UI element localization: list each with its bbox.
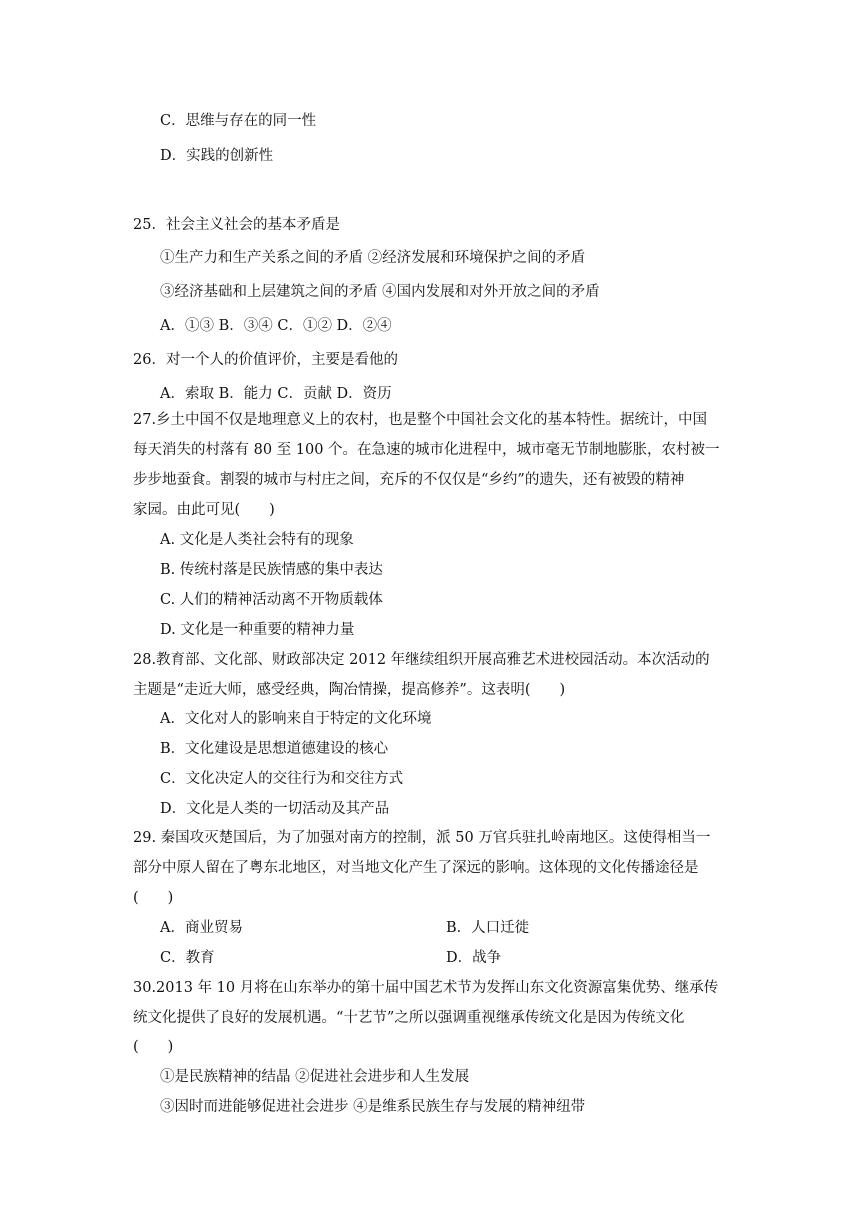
question-30-stem-line-1: 30.2013 年 10 月将在山东举办的第十届中国艺术节为发挥山东文化资源富集优势、继承传 — [133, 980, 719, 996]
question-28-stem-line-1: 28.教育部、文化部、财政部决定 2012 年继续组织开展高雅艺术进校园活动。本次活动的 — [133, 652, 710, 668]
question-26-options: A．索取 B．能力 C．贡献 D．资历 — [160, 386, 392, 402]
question-27-option-b: B. 传统村落是民族情感的集中表达 — [160, 562, 383, 578]
question-28-option-c: C．文化决定人的交往行为和交往方式 — [160, 771, 404, 787]
question-28-stem-line-2: 主题是“走近大师，感受经典，陶冶情操，提高修养”。这表明( ) — [133, 682, 566, 698]
question-29-stem-line-2: 部分中原人留在了粤东北地区，对当地文化产生了深远的影响。这体现的文化传播途径是 — [133, 860, 699, 876]
question-29-option-a: A．商业贸易 — [160, 920, 243, 936]
question-29-option-c: C．教育 — [160, 950, 215, 966]
question-29-option-d: D．战争 — [446, 950, 502, 966]
question-28-option-d: D．文化是人类的一切活动及其产品 — [160, 801, 390, 817]
question-27-stem-line-3: 步步地蚕食。割裂的城市与村庄之间，充斥的不仅仅是“乡约”的遗失，还有被毁的精神 — [133, 472, 685, 488]
question-27-stem-line-4: 家园。由此可见( ) — [133, 502, 275, 518]
question-30-stem-line-2: 统文化提供了良好的发展机遇。“十艺节”之所以强调重视继承传统文化是因为传统文化 — [133, 1010, 685, 1026]
question-29-blank: ( ) — [133, 890, 174, 906]
question-29-stem-line-1: 29. 秦国攻灭楚国后，为了加强对南方的控制，派 50 万官兵驻扎岭南地区。这使得相当一 — [133, 830, 711, 846]
question-28-option-a: A．文化对人的影响来自于特定的文化环境 — [160, 711, 432, 727]
question-27-option-d: D. 文化是一种重要的精神力量 — [160, 622, 355, 638]
option-c-line: C．思维与存在的同一性 — [160, 113, 317, 129]
option-d-line: D．实践的创新性 — [160, 148, 274, 164]
question-27-option-c: C. 人们的精神活动离不开物质载体 — [160, 592, 383, 608]
question-27-option-a: A. 文化是人类社会特有的现象 — [160, 532, 354, 548]
question-28-option-b: B．文化建设是思想道德建设的核心 — [160, 741, 389, 757]
question-25-items-line-2: ③经济基础和上层建筑之间的矛盾 ④国内发展和对外开放之间的矛盾 — [160, 284, 600, 300]
question-25-options: A．①③ B．③④ C．①② D．②④ — [160, 318, 392, 334]
question-27-stem-line-1: 27.乡土中国不仅是地理意义上的农村，也是整个中国社会文化的基本特性。据统计，中国 — [133, 412, 708, 428]
question-30-blank: ( ) — [133, 1039, 174, 1055]
question-25-items-line-1: ①生产力和生产关系之间的矛盾 ②经济发展和环境保护之间的矛盾 — [160, 250, 586, 266]
question-26-stem: 26．对一个人的价值评价，主要是看他的 — [133, 352, 398, 368]
question-30-items-line-2: ③因时而进能够促进社会进步 ④是维系民族生存与发展的精神纽带 — [160, 1099, 586, 1115]
question-30-items-line-1: ①是民族精神的结晶 ②促进社会进步和人生发展 — [160, 1069, 470, 1085]
question-25-stem: 25．社会主义社会的基本矛盾是 — [133, 217, 340, 233]
question-29-option-b: B．人口迁徙 — [446, 920, 530, 936]
question-27-stem-line-2: 每天消失的村落有 80 至 100 个。在急速的城市化进程中，城市毫无节制地膨胀，农村被一 — [133, 442, 720, 458]
